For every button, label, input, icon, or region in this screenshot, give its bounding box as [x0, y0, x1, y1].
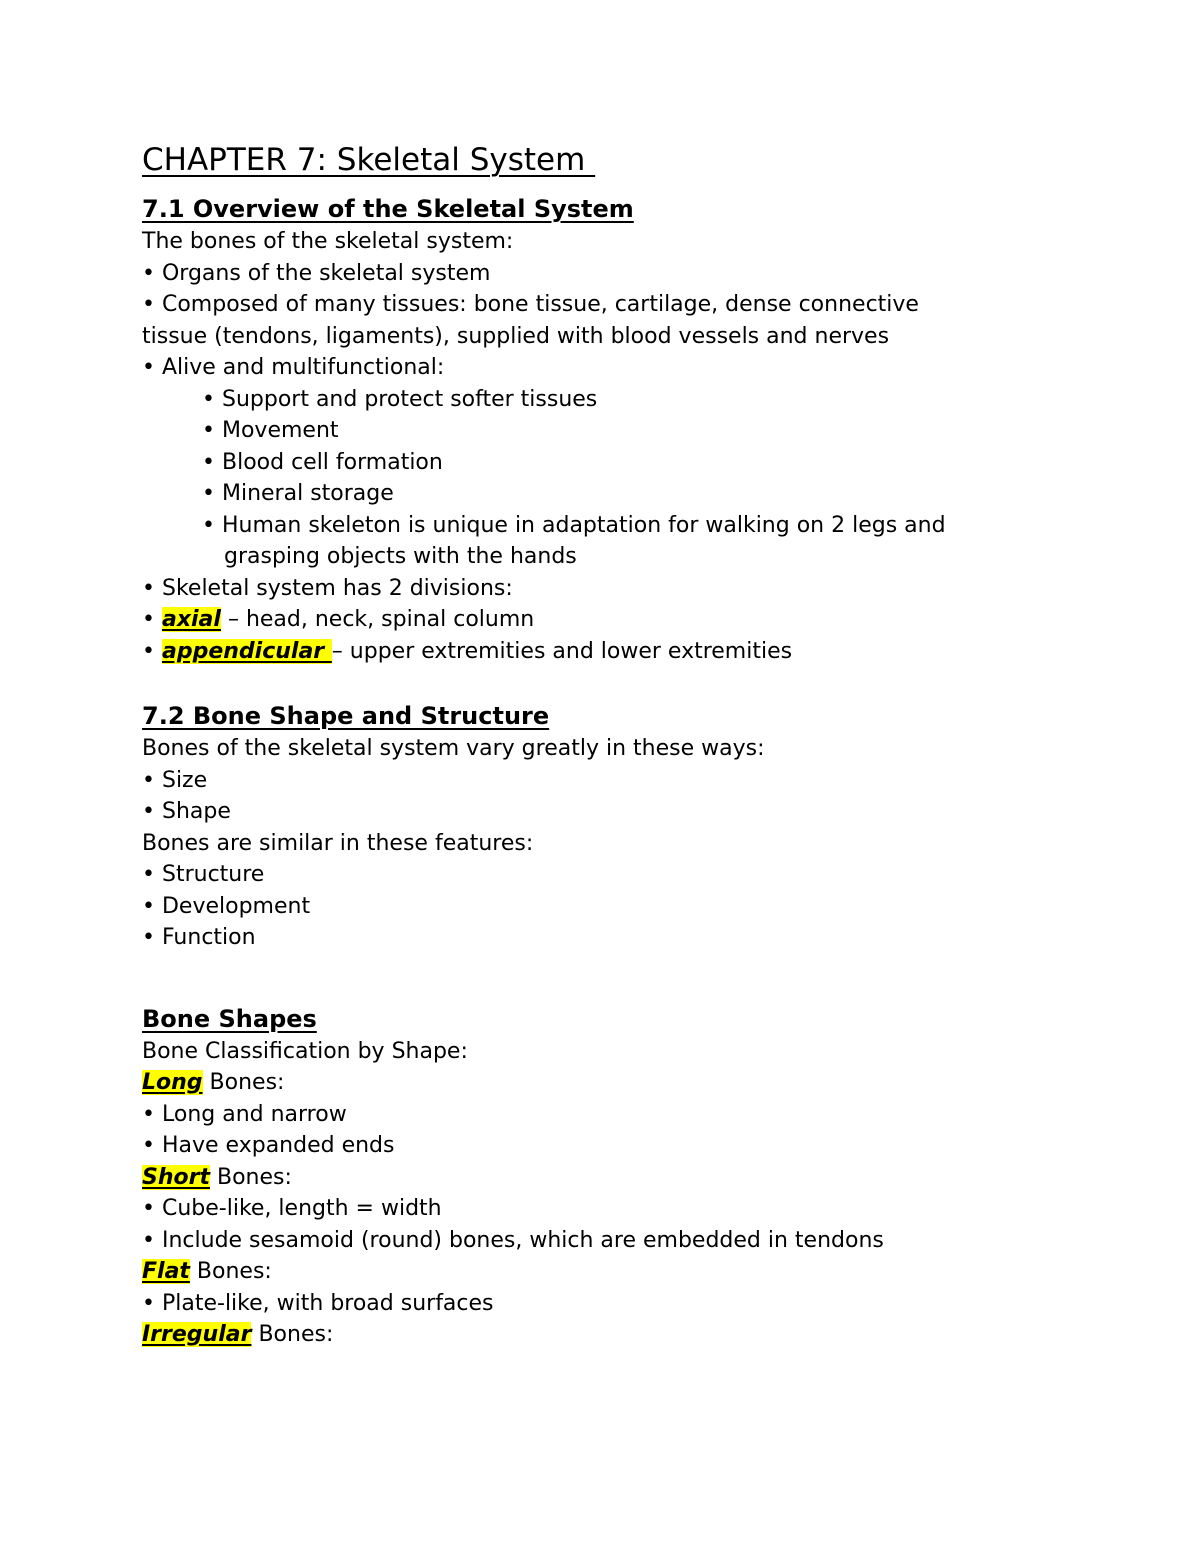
list-item: • Organs of the skeletal system: [142, 258, 1042, 290]
sub-list-item: • Blood cell formation: [142, 447, 1042, 479]
category-irregular: [142, 1319, 1042, 1351]
list-item-axial: [142, 604, 1042, 636]
section-heading-bone-shapes: Bone Shapes: [142, 1004, 317, 1033]
highlighted-term-appendicular: appendicular: [161, 638, 332, 664]
axial-description: – head, neck, spinal column: [220, 607, 535, 632]
list-item: • Long and narrow: [142, 1099, 1042, 1131]
overview-intro: The bones of the skeletal system:: [142, 229, 514, 254]
spacer: [142, 954, 1042, 1002]
category-label: Bones:: [189, 1259, 272, 1284]
document-page: [142, 138, 1042, 1351]
section-heading-shape-structure: 7.2 Bone Shape and Structure: [142, 702, 550, 730]
list-item: • Structure: [142, 859, 1042, 891]
bone-shapes-intro: Bone Classification by Shape:: [142, 1038, 468, 1064]
category-long: [142, 1067, 1042, 1099]
category-label: Bones:: [210, 1164, 292, 1190]
highlighted-term-irregular: Irregular: [142, 1322, 252, 1347]
highlighted-term-flat: Flat: [142, 1259, 190, 1284]
list-item: • Have expanded ends: [142, 1130, 1042, 1162]
vary-intro: Bones of the skeletal system vary greatly in these ways:: [142, 736, 765, 761]
highlighted-term-axial: axial: [161, 607, 221, 632]
similar-intro: Bones are similar in these features:: [142, 830, 534, 856]
section-shape-structure: [142, 699, 1042, 954]
category-label: Bones:: [202, 1070, 285, 1095]
sub-list-item-continuation: grasping objects with the hands: [224, 544, 577, 569]
category-label: Bones:: [251, 1322, 334, 1347]
section-heading-overview: 7.1 Overview of the Skeletal System: [142, 195, 634, 223]
list-item: • Function: [142, 922, 1042, 954]
appendicular-description: – upper extremities and lower extremities: [331, 638, 793, 664]
list-item: • Cube-like, length = width: [142, 1193, 1042, 1225]
category-short: [142, 1162, 1042, 1194]
highlighted-term-short: Short: [142, 1164, 210, 1190]
list-item: • Development: [142, 891, 1042, 923]
sub-list-item: • Movement: [142, 415, 1042, 447]
chapter-title: CHAPTER 7: Skeletal System: [142, 142, 596, 178]
sub-list-item: • Mineral storage: [142, 478, 1042, 510]
list-item: • Composed of many tissues: bone tissue, cartilage, dense connective: [142, 289, 1042, 321]
spacer: [142, 667, 1042, 699]
list-item-continuation: tissue (tendons, ligaments), supplied with blood vessels and nerves: [142, 323, 890, 349]
sub-list-item: • Support and protect softer tissues: [142, 384, 1042, 416]
sub-list-item: • Human skeleton is unique in adaptation for walking on 2 legs and: [142, 510, 1042, 542]
list-item: • Skeletal system has 2 divisions:: [142, 573, 1042, 605]
list-item: • Plate-like, with broad surfaces: [142, 1288, 1042, 1320]
list-item: • Include sesamoid (round) bones, which are embedded in tendons: [142, 1225, 1042, 1257]
list-item: • Size: [142, 765, 1042, 797]
highlighted-term-long: Long: [142, 1070, 203, 1095]
category-flat: [142, 1256, 1042, 1288]
list-item-appendicular: [142, 636, 1042, 668]
section-overview: [142, 192, 1042, 667]
list-item: • Shape: [142, 796, 1042, 828]
section-bone-shapes: [142, 1002, 1042, 1351]
list-item: • Alive and multifunctional:: [142, 352, 1042, 384]
